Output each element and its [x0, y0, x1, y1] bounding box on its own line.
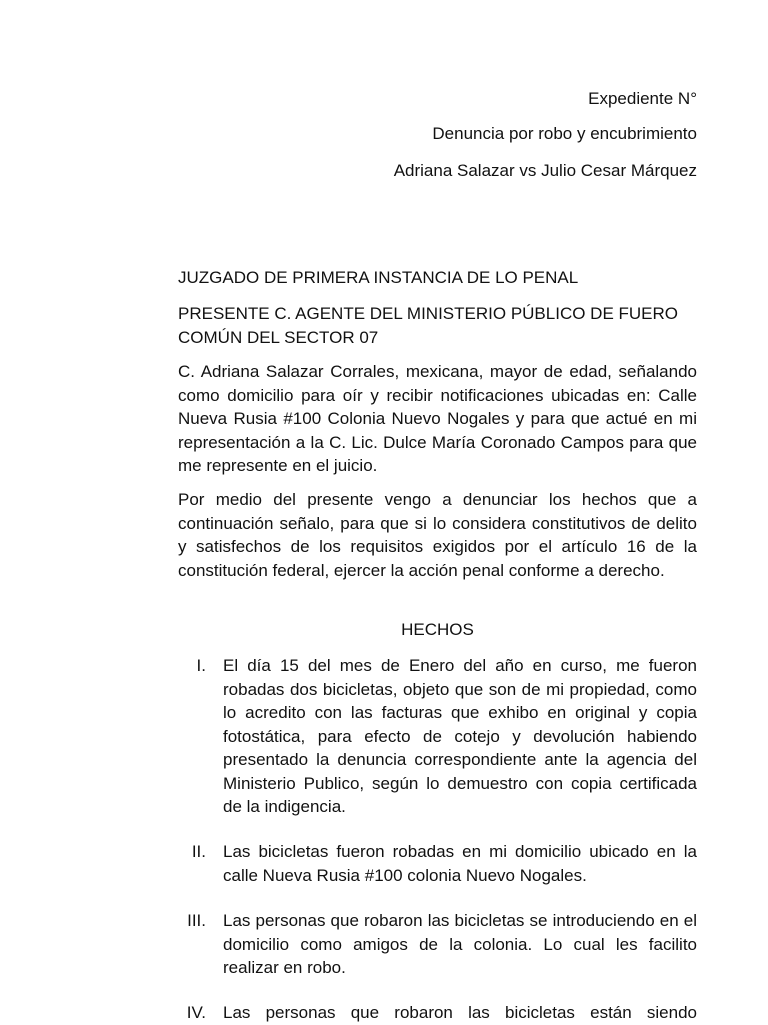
expediente-number: Expediente N°	[588, 89, 697, 108]
court-name: JUZGADO DE PRIMERA INSTANCIA DE LO PENAL	[178, 268, 579, 287]
list-item-text: Las personas que robaron las bicicletas se introduciendo en el domicilio como amigos de la colonia. Lo cual les facilito realizar en robo.	[223, 911, 697, 977]
case-parties: Adriana Salazar vs Julio Cesar Márquez	[393, 161, 697, 180]
list-item-numeral: IV.	[186, 1003, 206, 1022]
list-item-numeral: III.	[187, 911, 206, 930]
list-item-text: Las bicicletas fueron robadas en mi domicilio ubicado en la calle Nueva Rusia #100 colonia Nuevo Nogales.	[223, 842, 697, 885]
list-item-text: El día 15 del mes de Enero del año en curso, me fueron robadas dos bicicletas, objeto que son de mi propiedad, como lo acredito con las facturas que exhibo en original y copia fotostática, para efecto de cotejo y devolución habiendo presentado la denuncia correspondiente ante la agencia del Ministerio Publico, según lo demuestro con copia certificada de la indigencia.	[223, 656, 697, 816]
list-item-numeral: I.	[196, 656, 206, 675]
list-item-numeral: II.	[191, 842, 206, 861]
hechos-heading: HECHOS	[401, 620, 474, 639]
case-subject: Denuncia por robo y encubrimiento	[432, 124, 697, 143]
list-item-text: Las personas que robaron las bicicletas están siendo	[223, 1003, 697, 1022]
addressee-presente: PRESENTE C. AGENTE DEL MINISTERIO PÚBLICO DE FUERO COMÚN DEL SECTOR 07	[178, 304, 679, 347]
intro-paragraph: C. Adriana Salazar Corrales, mexicana, mayor de edad, señalando como domicilio para oír y recibir notificaciones ubicadas en: Calle Nueva Rusia #100 Colonia Nuevo Nogales y para que actué en mi representación a la C. Lic. Dulce María Coronado Campos para que me represente en el juicio.	[178, 362, 697, 475]
purpose-paragraph: Por medio del presente vengo a denunciar los hechos que a continuación señalo, para que si lo considera constitutivos de delito y satisfechos de los requisitos exigidos por el artículo 16 de la constitución federal, ejercer la acción penal conforme a derecho.	[178, 490, 697, 580]
